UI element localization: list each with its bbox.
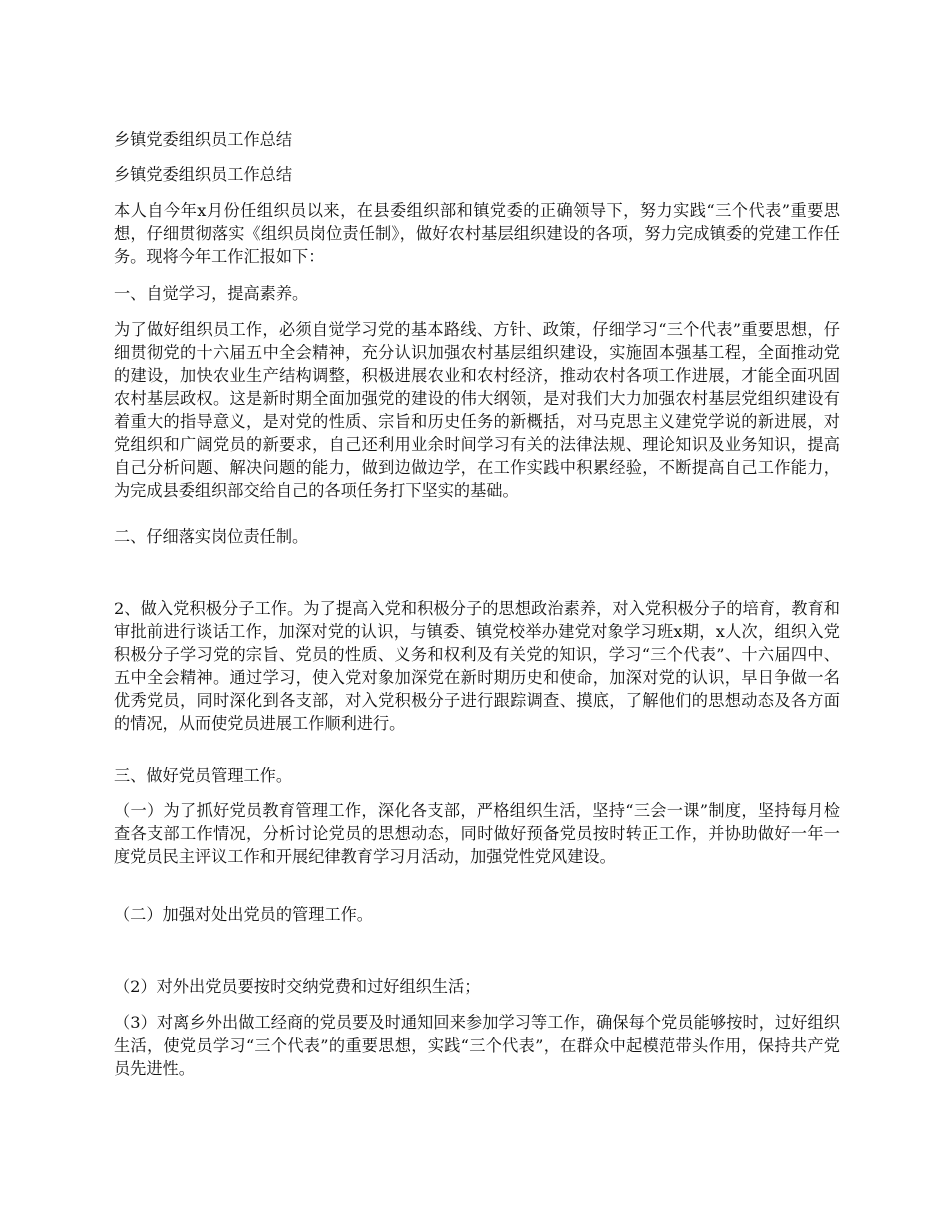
paragraph-item-3: （3）对离乡外出做工经商的党员要及时通知回来参加学习等工作，确保每个党员能够按时，过好组织生活，使党员学习“三个代表”的重要思想，实践“三个代表”，在群众中起模范带头作用，保持共产党员先进性。 bbox=[114, 1013, 840, 1078]
paragraph-intro: 本人自今年x月份任组织员以来，在县委组织部和镇党委的正确领导下，努力实践“三个代表”重要思想，仔细贯彻落实《组织员岗位责任制》，做好农村基层组织建设的各项，努力完成镇委的党建工作任务。现将今年工作汇报如下： bbox=[114, 201, 840, 266]
document-subtitle: 乡镇党委组织员工作总结 bbox=[114, 165, 293, 184]
paragraph-study: 为了做好组织员工作，必须自觉学习党的基本路线、方针、政策，仔细学习“三个代表”重要思想，仔细贯彻党的十六届五中全会精神，充分认识加强农村基层组织建设，实施固本强基工程，全面推动党的建设，加快农业生产结构调整，积极进展农业和农村经济，推动农村各项工作进展，才能全面巩固农村基层政权。这是新时期全面加强党的建设的伟大纲领，是对我们大力加强农村基层党组织建设有着重大的指导意义，是对党的性质、宗旨和历史任务的新概括，对马克思主义建党学说的新进展，对党组织和广阔党员的新要求，自己还利用业余时间学习有关的法律法规、理论知识及业务知识，提高自己分析问题、解决问题的能力，做到边做边学，在工作实践中积累经验，不断提高自己工作能力，为完成县委组织部交给自己的各项任务打下坚实的基础。 bbox=[114, 320, 840, 500]
paragraph-activists: 2、做入党积极分子工作。为了提高入党和积极分子的思想政治素养，对入党积极分子的培育，教育和审批前进行谈话工作，加深对党的认识，与镇委、镇党校举办建党对象学习班x期，x人次，组织入党积极分子学习党的宗旨、党员的性质、义务和权利及有关党的知识，学习“三个代表”、十六届四中、五中全会精神。通过学习，使入党对象加深党在新时期历史和使命，加深对党的认识，早日争做一名优秀党员，同时深化到各支部，对入党积极分子进行跟踪调查、摸底，了解他们的思想动态及各方面的情况，从而使党员进展工作顺利进行。 bbox=[114, 599, 840, 733]
heading-section-1: 一、自觉学习，提高素养。 bbox=[114, 284, 309, 303]
heading-section-2: 二、仔细落实岗位责任制。 bbox=[114, 527, 309, 546]
heading-section-3: 三、做好党员管理工作。 bbox=[114, 766, 293, 785]
paragraph-item-2: （2）对外出党员要按时交纳党费和过好组织生活； bbox=[114, 977, 481, 996]
document-title: 乡镇党委组织员工作总结 bbox=[114, 130, 293, 149]
paragraph-member-education: （一）为了抓好党员教育管理工作，深化各支部，严格组织生活，坚持“三会一课”制度，坚持每月检查各支部工作情况，分析讨论党员的思想动态，同时做好预备党员按时转正工作，并协助做好一年一度党员民主评议工作和开展纪律教育学习月活动，加强党性党风建设。 bbox=[114, 801, 840, 866]
paragraph-outgoing-members: （二）加强对处出党员的管理工作。 bbox=[114, 905, 373, 924]
